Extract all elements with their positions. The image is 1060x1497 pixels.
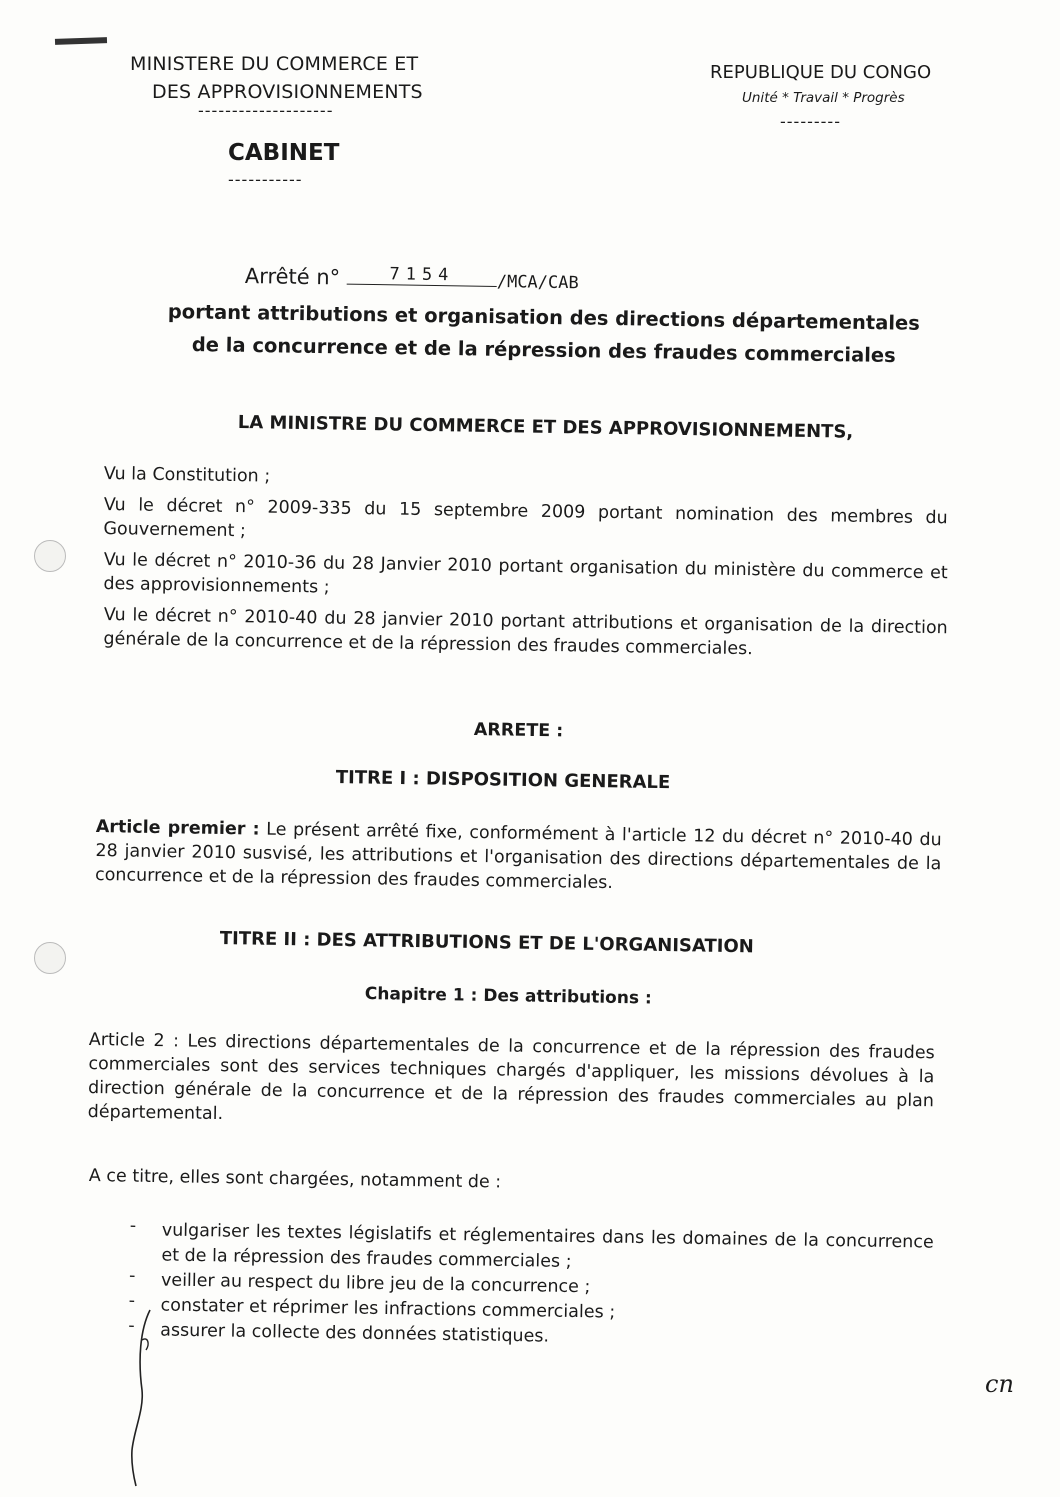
- mission-text: constater et réprimer les infractions commerciales ;: [160, 1295, 616, 1323]
- article-1-label: Article premier :: [95, 816, 260, 840]
- ministry-separator: --------------------: [198, 101, 334, 120]
- mission-text: vulgariser les textes législatifs et réglementaires dans les domaines de la concurrence et de la répression des fraudes commerciales ;: [161, 1220, 934, 1272]
- ministry-line-2: DES APPROVISIONNEMENTS: [152, 81, 423, 103]
- arrete-title-line-2: de la concurrence et de la répression des fraudes commerciales: [191, 333, 896, 368]
- ministry-header: [130, 50, 423, 106]
- ministry-line-1: MINISTERE DU COMMERCE ET: [130, 53, 419, 75]
- arrete-reference: /MCA/CAB: [496, 271, 579, 294]
- handwritten-initials: cn: [985, 1370, 1014, 1398]
- bullet-dash: -: [128, 1290, 136, 1312]
- punch-hole: [34, 540, 66, 572]
- article-2-label: Article 2 :: [88, 1029, 180, 1052]
- republic-separator: ---------: [780, 112, 841, 131]
- arrete-prefix: Arrêté n°: [244, 264, 341, 290]
- titre-2-heading: TITRE II : DES ATTRIBUTIONS ET DE L'ORGANISATION: [219, 928, 754, 958]
- national-motto: Unité * Travail * Progrès: [742, 90, 905, 106]
- chapter-1-heading: Chapitre 1 : Des attributions :: [364, 984, 652, 1009]
- article-1: [95, 815, 942, 900]
- missions-list: [128, 1218, 934, 1356]
- handwritten-margin-mark: [120, 1300, 170, 1490]
- arrete-number-line: [245, 264, 579, 294]
- minister-heading: LA MINISTRE DU COMMERCE ET DES APPROVISIONNEMENTS,: [237, 412, 854, 443]
- arrete-heading: ARRETE :: [473, 720, 564, 742]
- bullet-dash: -: [128, 1265, 136, 1287]
- titre-1-heading: TITRE I : DISPOSITION GENERALE: [335, 767, 671, 794]
- arrete-number: 7154: [347, 264, 497, 287]
- mission-text: veiller au respect du libre jeu de la concurrence ;: [160, 1270, 591, 1298]
- visa-decree-2010-40: Vu le décret n° 2010-40 du 28 janvier 2010 portant attributions et organisation de la direction générale de la concurrence et de la répression des fraudes commerciales.: [103, 604, 948, 660]
- cabinet-separator: -----------: [228, 170, 303, 189]
- cabinet-label: CABINET: [228, 140, 340, 166]
- visa-constitution: Vu la Constitution ;: [103, 463, 271, 487]
- bullet-dash: -: [129, 1216, 137, 1237]
- visa-decree-2009-335: Vu le décret n° 2009-335 du 15 septembre 2009 portant nomination des membres du Gouvernement ;: [103, 494, 948, 542]
- article-1-text: Le présent arrêté fixe, conformément à l'article 12 du décret n° 2010-40 du 28 janvier 2010 susvisé, les attributions et l'organisation des directions départementales de la concurrence et de la répression des fraudes commerciales.: [94, 819, 942, 894]
- arrete-title-line-1: portant attributions et organisation des directions départementales: [167, 300, 921, 335]
- visa-decree-2010-36: Vu le décret n° 2010-36 du 28 Janvier 2010 portant organisation du ministère du commerce et des approvisionnements ;: [103, 549, 948, 598]
- article-2: [87, 1028, 934, 1137]
- mission-text: assurer la collecte des données statistiques.: [160, 1320, 550, 1347]
- punch-hole: [34, 942, 66, 974]
- article-2-text: Les directions départementales de la concurrence et de la répression des fraudes commerciales sont des services techniques chargés d'appliquer, les missions dévolues à la direction générale de la concurrence et de la répression des fraudes commerciales au plan départemental.: [87, 1031, 935, 1125]
- scan-mark: [55, 37, 107, 45]
- republic-name: REPUBLIQUE DU CONGO: [710, 62, 932, 83]
- missions-intro: A ce titre, elles sont chargées, notamment de :: [88, 1166, 502, 1193]
- bullet-dash: -: [128, 1315, 135, 1337]
